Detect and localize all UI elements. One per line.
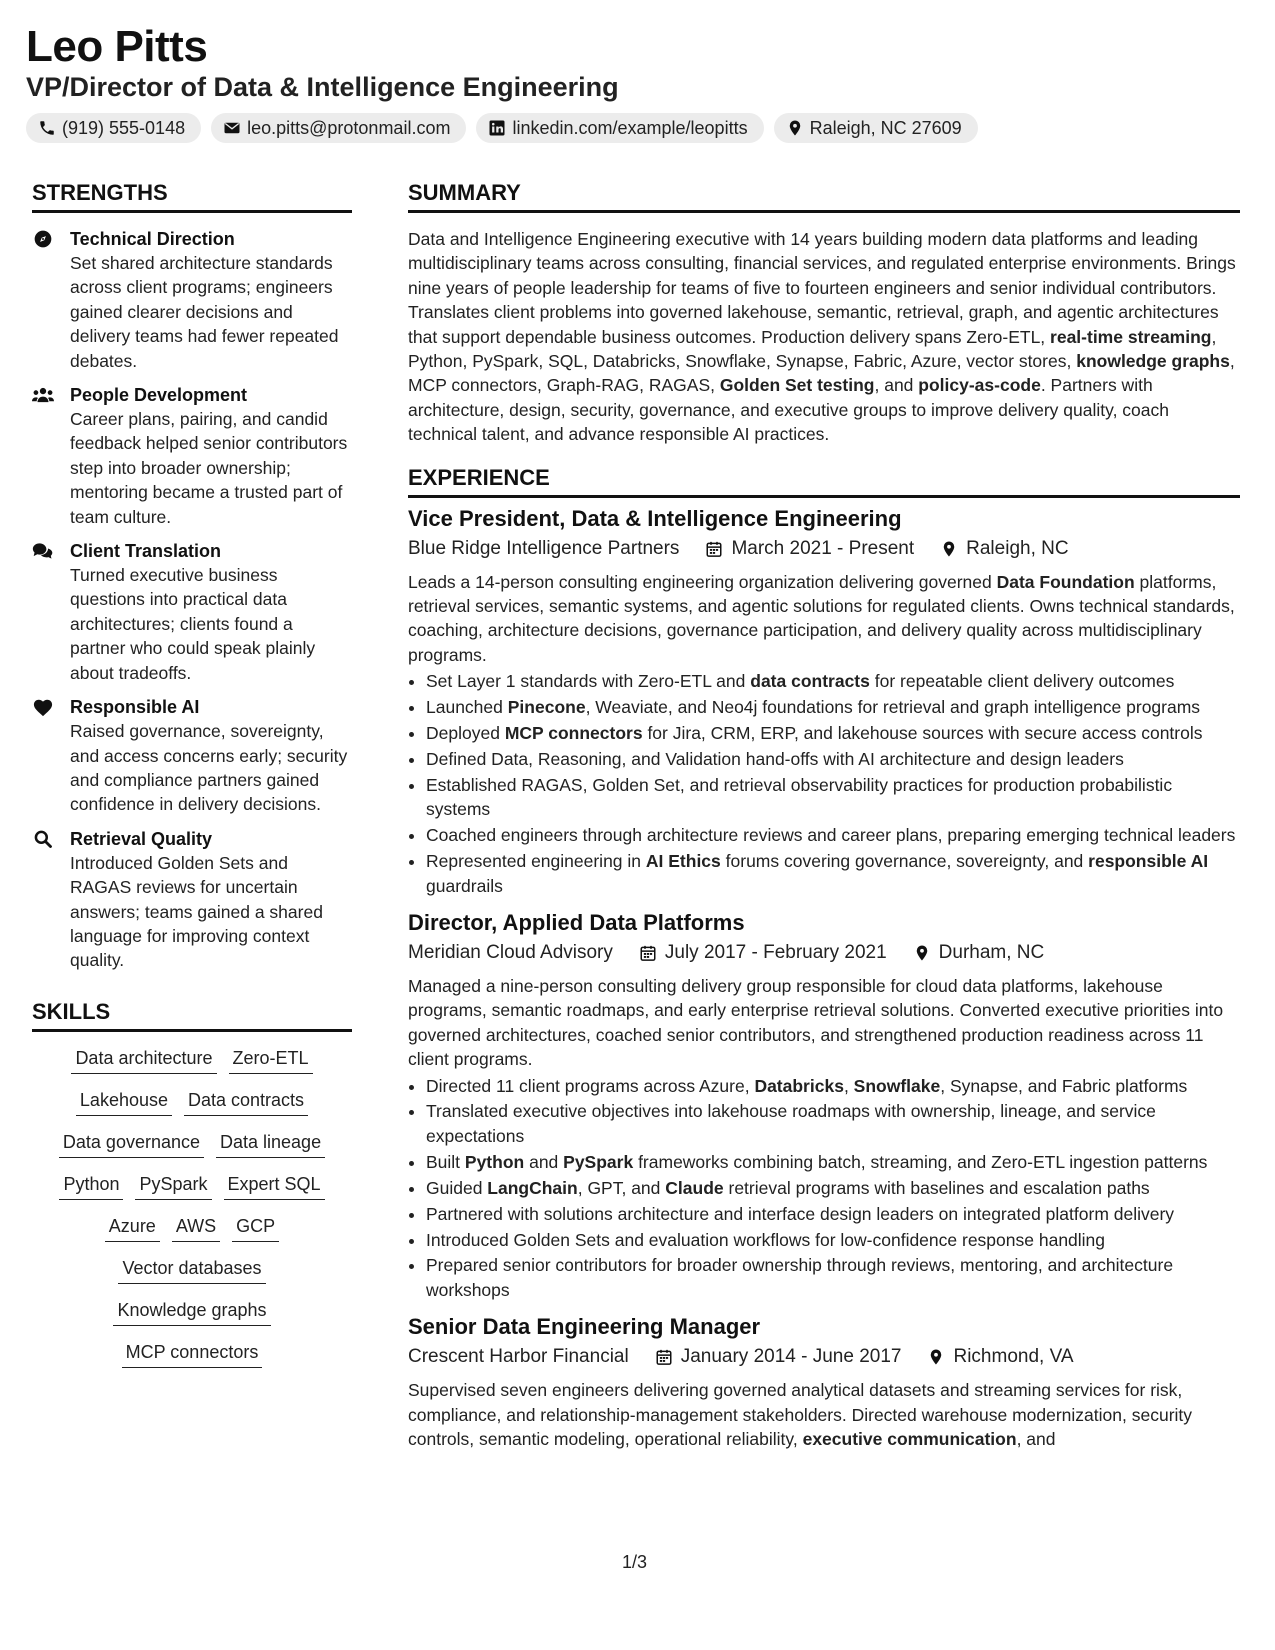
strength-item — [32, 695, 352, 817]
strength-item — [32, 827, 352, 973]
strength-desc: Turned executive business questions into practical data architectures; clients found a partner who could speak plainly about tradeoffs. — [70, 565, 316, 683]
job-dates: July 2017 - February 2021 — [664, 941, 887, 963]
job-location: Durham, NC — [938, 941, 1045, 963]
strength-title: People Development — [70, 385, 248, 406]
job-entry — [408, 506, 1240, 898]
summary-title: SUMMARY — [408, 180, 1240, 213]
location-pin-icon — [913, 944, 931, 962]
skill-tag: Python — [59, 1172, 123, 1200]
bullet-item: • Represented engineering in AI Ethics forums covering governance, sovereignty, and responsible AI guardrails — [426, 849, 1240, 898]
contact-location-text: Raleigh, NC 27609 — [809, 117, 962, 138]
job-company: Blue Ridge Intelligence Partners — [408, 537, 680, 559]
skill-tag: AWS — [172, 1214, 220, 1242]
contact-email[interactable] — [211, 113, 466, 143]
compass-icon — [32, 229, 54, 249]
skill-tag: Data governance — [59, 1130, 204, 1158]
users-icon — [32, 385, 54, 405]
strength-title: Technical Direction — [70, 229, 235, 249]
job-entry — [408, 1314, 1240, 1451]
contact-location[interactable] — [774, 113, 978, 143]
job-title: Director, Applied Data Platforms — [408, 909, 745, 935]
strength-item — [32, 383, 352, 529]
bullet-item: • Built Python and PySpark frameworks combining batch, streaming, and Zero-ETL ingestion patterns — [426, 1150, 1240, 1174]
strengths-title: STRENGTHS — [32, 180, 352, 213]
strength-item — [32, 227, 352, 373]
job-intro: Managed a nine-person consulting delivery group responsible for cloud data platforms, lakehouse programs, semantic roadmaps, and early enterprise retrieval solutions. Converted executive priorities into governed architectures, coached senior contributors, and strengthened production readiness across 11 client programs. — [408, 975, 1224, 1070]
strength-item — [32, 539, 352, 685]
skill-tag: Azure — [105, 1214, 160, 1242]
bullet-item: • Defined Data, Reasoning, and Validation hand-offs with AI architecture and design leaders — [426, 747, 1240, 771]
bullet-item: • Established RAGAS, Golden Set, and retrieval observability practices for production probabilistic systems — [426, 773, 1240, 822]
job-location: Raleigh, NC — [966, 537, 1069, 559]
contact-email-text: leo.pitts@protonmail.com — [247, 117, 451, 138]
skill-tag: Zero-ETL — [229, 1046, 313, 1074]
calendar-icon — [655, 1348, 673, 1366]
bullet-item: • Translated executive objectives into lakehouse roadmaps with ownership, lineage, and service expectations — [426, 1099, 1240, 1148]
skill-tag: GCP — [232, 1214, 279, 1242]
heart-icon — [32, 697, 54, 717]
calendar-icon — [705, 540, 723, 558]
location-pin-icon — [940, 540, 958, 558]
skills-list — [32, 1046, 352, 1368]
bullet-item: • Deployed MCP connectors for Jira, CRM, ERP, and lakehouse sources with secure access controls — [426, 721, 1240, 745]
skill-tag: Lakehouse — [76, 1088, 172, 1116]
job-meta — [408, 942, 1240, 964]
bullet-item: • Partnered with solutions architecture and interface design leaders on integrated platform delivery — [426, 1202, 1240, 1226]
candidate-name: Leo Pitts — [26, 22, 208, 71]
job-bullets — [408, 1074, 1240, 1303]
contact-linkedin-text: linkedin.com/example/leopitts — [512, 117, 748, 138]
right-column — [408, 180, 1240, 1451]
contact-phone-text: (919) 555-0148 — [62, 117, 186, 138]
strength-desc: Set shared architecture standards across client programs; engineers gained clearer decisions and delivery teams had fewer repeated debates. — [70, 253, 339, 371]
job-meta — [408, 538, 1240, 560]
comments-icon — [32, 541, 54, 561]
job-bullets — [408, 669, 1240, 898]
left-column — [32, 180, 352, 1382]
strength-desc: Raised governance, sovereignty, and access concerns early; security and compliance partners gained confidence in delivery decisions. — [70, 721, 348, 815]
bullet-item: • Introduced Golden Sets and evaluation workflows for low-confidence response handling — [426, 1228, 1240, 1252]
job-company: Meridian Cloud Advisory — [408, 941, 613, 963]
bullet-item: • Prepared senior contributors for broader ownership through reviews, mentoring, and architecture workshops — [426, 1253, 1240, 1302]
summary-text: Data and Intelligence Engineering executive with 14 years building modern data platforms and leading multidisciplinary teams across consulting, financial services, and regulated enterprise environments. Brings nine years of people leadership for teams of five to fourteen engineers and senior individual contributors. Translates client problems into governed lakehouse, semantic, retrieval, graph, and agentic architectures that support dependable business outcomes. Production delivery spans Zero-ETL, real-time streaming, Python, PySpark, SQL, Databricks, Snowflake, Synapse, Fabric, Azure, vector stores, knowledge graphs, MCP connectors, Graph-RAG, RAGAS, Golden Set testing, and policy-as-code. Partners with architecture, design, security, governance, and executive groups to improve delivery quality, coach technical talent, and advance responsible AI practices. — [408, 229, 1236, 445]
job-company: Crescent Harbor Financial — [408, 1346, 629, 1368]
bullet-item: • Guided LangChain, GPT, and Claude retrieval programs with baselines and escalation paths — [426, 1176, 1240, 1200]
search-icon — [32, 829, 54, 849]
skills-title: SKILLS — [32, 999, 352, 1032]
strength-title: Client Translation — [70, 541, 222, 562]
skill-tag: Expert SQL — [224, 1172, 325, 1200]
bullet-item: • Launched Pinecone, Weaviate, and Neo4j foundations for retrieval and graph intelligence programs — [426, 695, 1240, 719]
job-meta — [408, 1346, 1240, 1368]
phone-icon — [38, 119, 56, 137]
candidate-role: VP/Director of Data & Intelligence Engineering — [26, 72, 619, 102]
linkedin-icon — [488, 119, 506, 137]
envelope-icon — [223, 119, 241, 137]
job-location: Richmond, VA — [953, 1346, 1074, 1368]
skill-tag: MCP connectors — [122, 1340, 263, 1368]
skill-tag: Data contracts — [184, 1088, 308, 1116]
strength-desc: Career plans, pairing, and candid feedback helped senior contributors step into broader ownership; mentoring became a trusted part of team culture. — [70, 409, 348, 527]
skill-tag: Data lineage — [216, 1130, 325, 1158]
experience-title: EXPERIENCE — [408, 465, 1240, 498]
skill-tag: Knowledge graphs — [113, 1298, 270, 1326]
bullet-item: • Coached engineers through architecture reviews and career plans, preparing emerging technical leaders — [426, 823, 1240, 847]
bullet-item: • Directed 11 client programs across Azure, Databricks, Snowflake, Synapse, and Fabric platforms — [426, 1074, 1240, 1098]
contact-bar — [26, 113, 978, 143]
strength-title: Responsible AI — [70, 697, 200, 718]
job-dates: March 2021 - Present — [731, 537, 915, 559]
contact-phone[interactable] — [26, 113, 201, 143]
strength-desc: Introduced Golden Sets and RAGAS reviews for uncertain answers; teams gained a shared language for improving context quality. — [70, 852, 323, 971]
strength-title: Retrieval Quality — [70, 828, 213, 849]
job-intro: Supervised seven engineers delivering governed analytical datasets and streaming services for risk, compliance, and relationship-management stakeholders. Directed warehouse modernization, security controls, semantic modeling, operational reliability, executive communication, and — [408, 1380, 1193, 1450]
job-dates: January 2014 - June 2017 — [680, 1346, 902, 1368]
contact-linkedin[interactable] — [476, 113, 763, 143]
skill-tag: Data architecture — [71, 1046, 216, 1074]
skill-tag: PySpark — [135, 1172, 211, 1200]
skill-tag: Vector databases — [118, 1256, 265, 1284]
job-intro: Leads a 14-person consulting engineering organization delivering governed Data Foundation platforms, retrieval services, semantic systems, and agentic solutions for regulated clients. Owns technical standards, coaching, architecture decisions, governance participation, and delivery quality across multidisciplinary programs. — [408, 571, 1235, 665]
location-pin-icon — [927, 1348, 945, 1366]
location-pin-icon — [786, 119, 804, 137]
job-entry — [408, 910, 1240, 1302]
job-title: Senior Data Engineering Manager — [408, 1314, 761, 1340]
calendar-icon — [639, 944, 657, 962]
page-number: 1/3 — [622, 1552, 648, 1572]
job-title: Vice President, Data & Intelligence Engineering — [408, 505, 902, 531]
bullet-item: • Set Layer 1 standards with Zero-ETL and data contracts for repeatable client delivery outcomes — [426, 669, 1240, 693]
